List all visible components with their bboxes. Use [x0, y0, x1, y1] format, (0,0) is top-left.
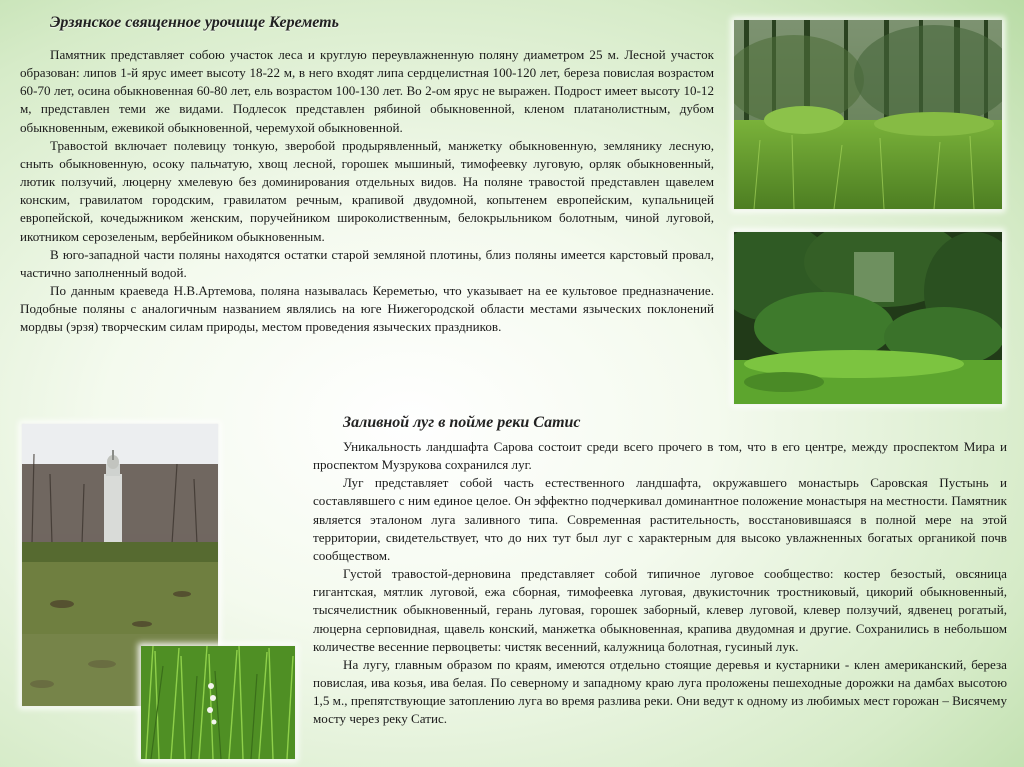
meadow-paragraph: Уникальность ландшафта Сарова состоит среди всего прочего в том, что в его центре, между проспектом Мира и проспектом Музрукова сохранился луг. — [313, 439, 1007, 473]
keremet-paragraph: По данным краеведа Н.В.Артемова, поляна называлась Кереметью, что указывает на ее культовое предназначение. Подобные поляны с аналогичным названием являлись на юге Нижегородской области местами языческих поклонений мордвы (эрзя) творческим силам природы, местом проведения языческих праздников. — [20, 283, 714, 335]
meadow-paragraph: Густой травостой-дерновина представляет собой типичное луговое сообщество: костер безостый, овсяница гигантская, мятлик луговой, ежа сборная, тимофеевка луговая, двукисточник тростниковый, цикорий обыкновенный, тысячелистник обыкновенный, герань луговая, горошек заборный, клевер луговой, клевер ползучий, ядвенец рогатый, люцерна серповидная, щавель конский, манжетка обыкновенная, крапива двудомная и другие. Сохранились в небольшом количестве весенние первоцветы: чистяк весенний, калужница болотная, гусиный лук. — [313, 566, 1007, 654]
keremet-paragraph: В юго-западной части поляны находятся остатки старой земляной плотины, близ поляны имеется карстовый провал, частично заполненный водой. — [20, 246, 714, 280]
section-title-meadow: Заливной луг в пойме реки Сатис — [343, 414, 581, 431]
section-title-keremet: Эрзянское священное урочище Кереметь — [50, 14, 339, 31]
meadow-paragraph: На лугу, главным образом по краям, имеются отдельно стоящие деревья и кустарники - клен американский, береза повислая, ива козья, ива белая. По северному и западному краю луга проложены пешеходные дорожки на дамбах высотою 1,5 м., препятствующие затоплению луга во время разлива реки. Они ведут к одному из любимых мест горожан – Висячему мосту через реку Сатис. — [313, 656, 1007, 727]
keremet-description — [20, 46, 714, 337]
grass-closeup-photo — [141, 646, 295, 759]
forest-clearing-photo — [734, 20, 1002, 209]
keremet-paragraph: Травостой включает полевицу тонкую, зверобой продырявленный, манжетку обыкновенную, землянику лесную, сныть обыкновенную, осоку пальчатую, хвощ лесной, горошек мышиный, тимофеевку луговую, орляк обыкновенный, лютик ползучий, люцерну хмелевую без доминирования отдельных видов. На поляне травостой представлен щавелем конским, гравилатом городским, гравилатом речным, крапивой двудомной, копытенем европейским, купальницей европейской, кочедыжником женским, поручейником широколиственным, белокрыльником болотным, чиной луговой, икотником серозеленым, вербейником обыкновенным. — [20, 137, 714, 244]
meadow-paragraph: Луг представляет собой часть естественного ландшафта, окружавшего монастырь Саровская Пустынь и составлявшего с ним единое целое. Он эффектно подчеркивал доминантное положение монастыря на местности. Памятник является эталоном луга заливного типа. Современная растительность, восстановившаяся в полной мере на этой территории, свидетельствует, что до них тут был луг с характерным для высоко увлажненных богатых органикой почв сообществом. — [313, 475, 1007, 563]
keremet-paragraph: Памятник представляет собою участок леса и круглую переувлажненную поляну диаметром 25 м. Лесной участок образован: липов 1-й ярус имеет высоту 18-22 м, в него входят липа сердцелистная 100-120 лет, береза повислая возрастом 60-70 лет, осина обыкновенная 60-80 лет, ель возрастом 100-130 лет. Во 2-ом ярус не выражен. Подрост имеет высоту 10-12 м, представлен теми же видами. Подлесок представлен рябиной обыкновенной, кленом платанолистным, дубом обыкновенным, ежевикой обыкновенной, черемухой обыкновенной. — [20, 47, 714, 135]
meadow-description — [313, 438, 1007, 729]
dense-forest-photo — [734, 232, 1002, 404]
